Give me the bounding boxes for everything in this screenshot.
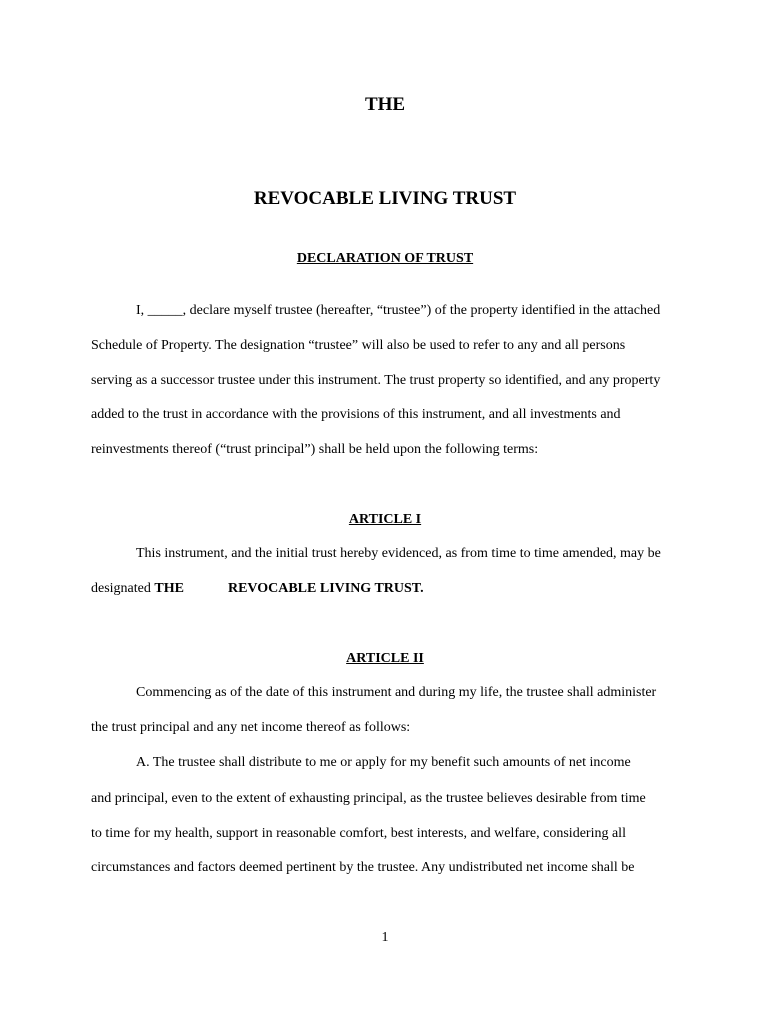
declaration-line: Schedule of Property. The designation “trustee” will also be used to refer to any and all persons (91, 338, 626, 353)
article-2-line: A. The trustee shall distribute to me or apply for my benefit such amounts of net income (136, 755, 631, 770)
title-line-2: REVOCABLE LIVING TRUST (253, 188, 517, 209)
page-number: 1 (381, 930, 389, 945)
article-1-designation-line (91, 581, 691, 597)
trust-name: REVOCABLE LIVING TRUST. (227, 581, 424, 596)
article-2-heading: ARTICLE II (346, 651, 424, 666)
declaration-heading: DECLARATION OF TRUST (296, 251, 474, 266)
article-2-line: the trust principal and any net income thereof as follows: (91, 720, 411, 735)
article-2-line: Commencing as of the date of this instrument and during my life, the trustee shall administer (136, 685, 657, 700)
article-1-line: This instrument, and the initial trust hereby evidenced, as from time to time amended, may be (136, 546, 661, 561)
title-line-1: THE (364, 94, 406, 115)
trust-name-the: THE (154, 581, 184, 596)
article-2-line: circumstances and factors deemed pertinent by the trustee. Any undistributed net income shall be (91, 860, 635, 875)
declaration-line: serving as a successor trustee under this instrument. The trust property so identified, and any property (91, 373, 661, 388)
article-2-line: and principal, even to the extent of exhausting principal, as the trustee believes desirable from time (91, 791, 646, 806)
declaration-line: added to the trust in accordance with the provisions of this instrument, and all investments and (91, 407, 621, 422)
article-2-line: to time for my health, support in reasonable comfort, best interests, and welfare, considering all (91, 826, 626, 841)
declaration-line: reinvestments thereof (“trust principal”) shall be held upon the following terms: (91, 442, 539, 457)
article-1-heading: ARTICLE I (348, 512, 422, 527)
declaration-line: I, _____, declare myself trustee (hereafter, “trustee”) of the property identified in the attached (136, 303, 661, 318)
designation-prefix: designated (91, 581, 155, 596)
